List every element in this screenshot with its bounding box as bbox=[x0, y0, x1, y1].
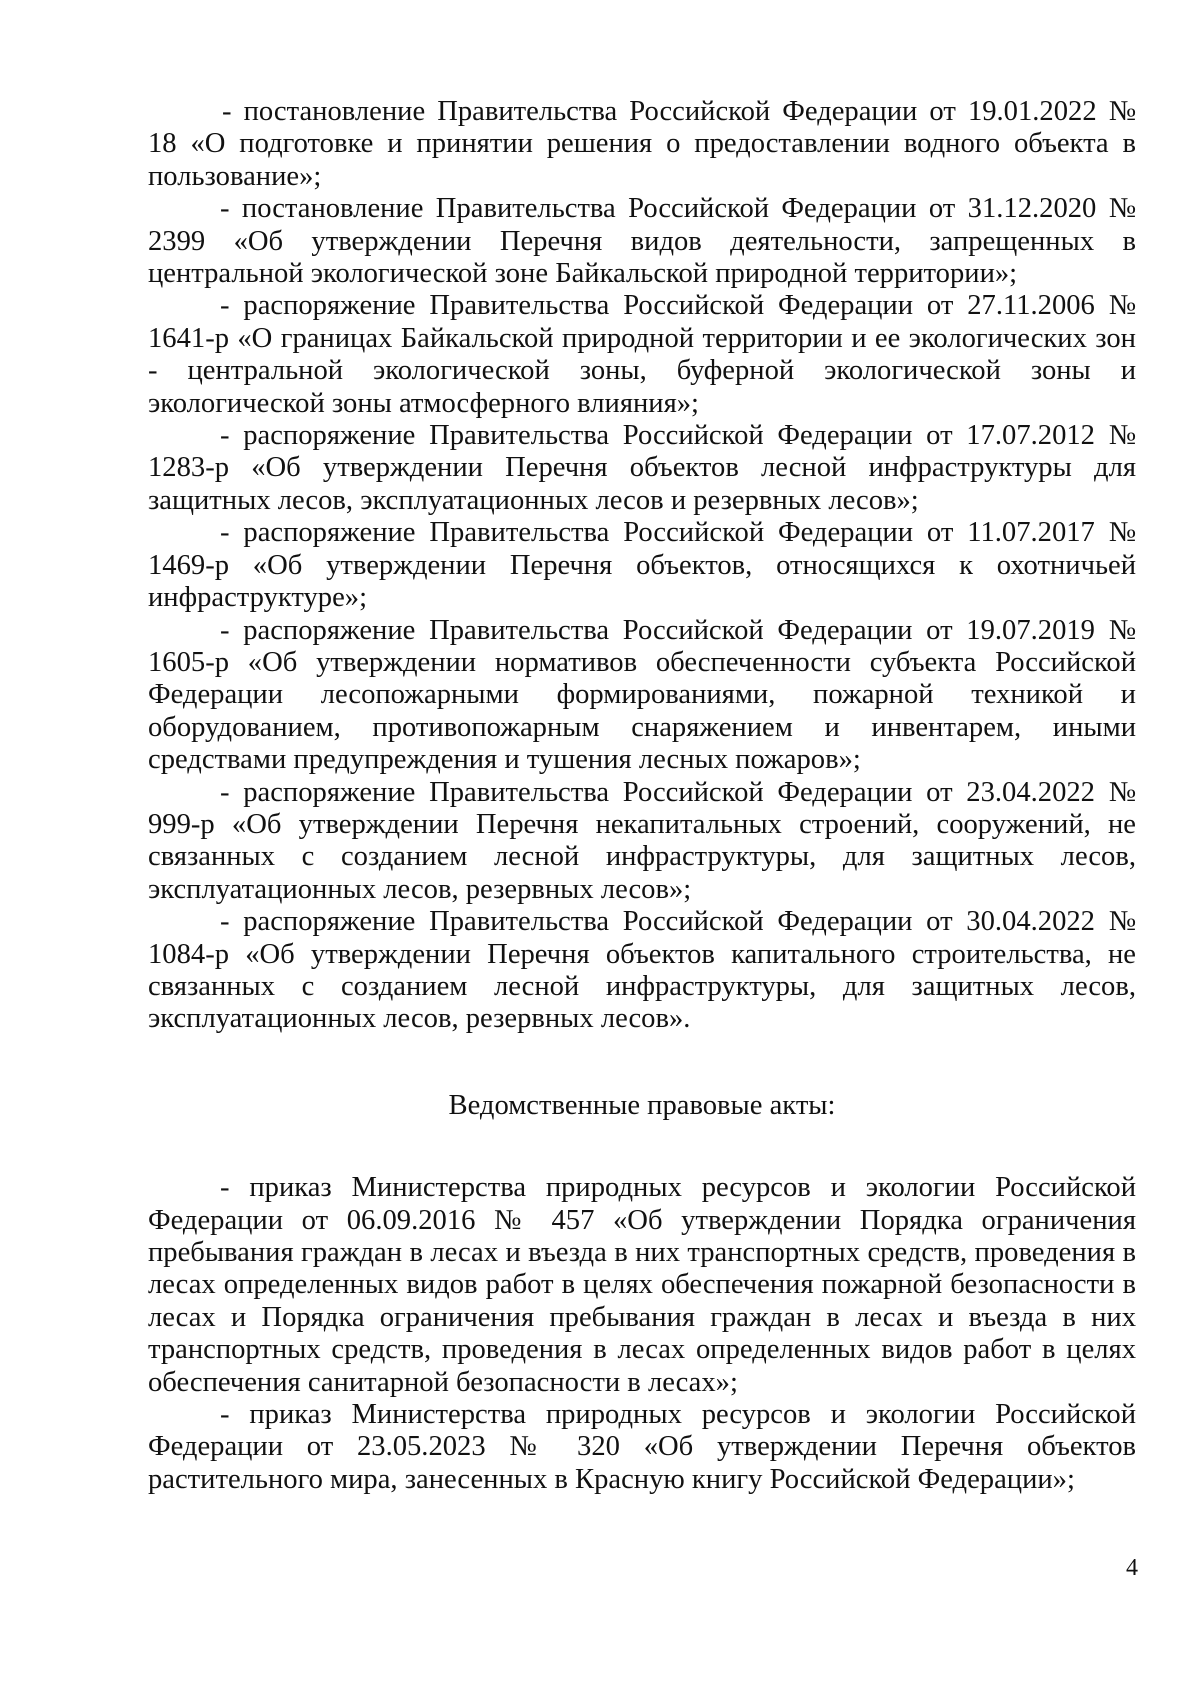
paragraph-order-1605: - распоряжение Правительства Российской Федерации от 19.07.2019 № 1605-р «Об утверждении нормативов обеспеченности субъекта Российской Федерации лесопожарными формированиями, пожарной техникой и оборудованием, противопожарным снаряжением и инвентарем, иными средствами предупреждения и тушения лесных пожаров»; bbox=[148, 614, 1136, 776]
paragraph-order-1084: - распоряжение Правительства Российской Федерации от 30.04.2022 № 1084-р «Об утверждении Перечня объектов капитального строительства, не связанных с созданием лесной инфраструктуры, для защитных лесов, эксплуатационных лесов, резервных лесов». bbox=[148, 906, 1136, 1035]
paragraph-resolution-2399: - постановление Правительства Российской Федерации от 31.12.2020 № 2399 «Об утверждении Перечня видов деятельности, запрещенных в центральной экологической зоне Байкальской природной территории»; bbox=[148, 193, 1136, 290]
paragraph-order-1641: - распоряжение Правительства Российской Федерации от 27.11.2006 № 1641-р «О границах Байкальской природной территории и ее экологических зон - центральной экологической зоны, буферной экологической зоны и экологической зоны атмосферного влияния»; bbox=[148, 290, 1136, 419]
paragraph-decree-457: - приказ Министерства природных ресурсов и экологии Российской Федерации от 06.09.2016 № 457 «Об утверждении Порядка ограничения пребывания граждан в лесах и въезда в них транспортных средств, проведения в лесах определенных видов работ в целях обеспечения пожарной безопасности в лесах и Порядка ограничения пребывания граждан в лесах и въезда в них транспортных средств, проведения в лесах определенных видов работ в целях обеспечения санитарной безопасности в лесах»; bbox=[148, 1172, 1136, 1398]
document-page bbox=[148, 96, 1136, 1496]
paragraph-resolution-18: - постановление Правительства Российской Федерации от 19.01.2022 № 18 «О подготовке и принятии решения о предоставлении водного объекта в пользование»; bbox=[148, 96, 1136, 192]
paragraph-order-1283: - распоряжение Правительства Российской Федерации от 17.07.2012 № 1283-р «Об утверждении Перечня объектов лесной инфраструктуры для защитных лесов, эксплуатационных лесов и резервных лесов»; bbox=[148, 420, 1136, 516]
page-number: 4 bbox=[1126, 1555, 1138, 1581]
paragraph-order-999: - распоряжение Правительства Российской Федерации от 23.04.2022 № 999-р «Об утверждении Перечня некапитальных строений, сооружений, не связанных с созданием лесной инфраструктуры, для защитных лесов, эксплуатационных лесов, резервных лесов»; bbox=[148, 776, 1136, 905]
paragraph-decree-320: - приказ Министерства природных ресурсов и экологии Российской Федерации от 23.05.2023 № 320 «Об утверждении Перечня объектов растительного мира, занесенных в Красную книгу Российской Федерации»; bbox=[148, 1399, 1136, 1495]
paragraph-order-1469: - распоряжение Правительства Российской Федерации от 11.07.2017 № 1469-р «Об утверждении Перечня объектов, относящихся к охотничьей инфраструктуре»; bbox=[148, 517, 1136, 614]
section-title: Ведомственные правовые акты: bbox=[448, 1089, 836, 1121]
